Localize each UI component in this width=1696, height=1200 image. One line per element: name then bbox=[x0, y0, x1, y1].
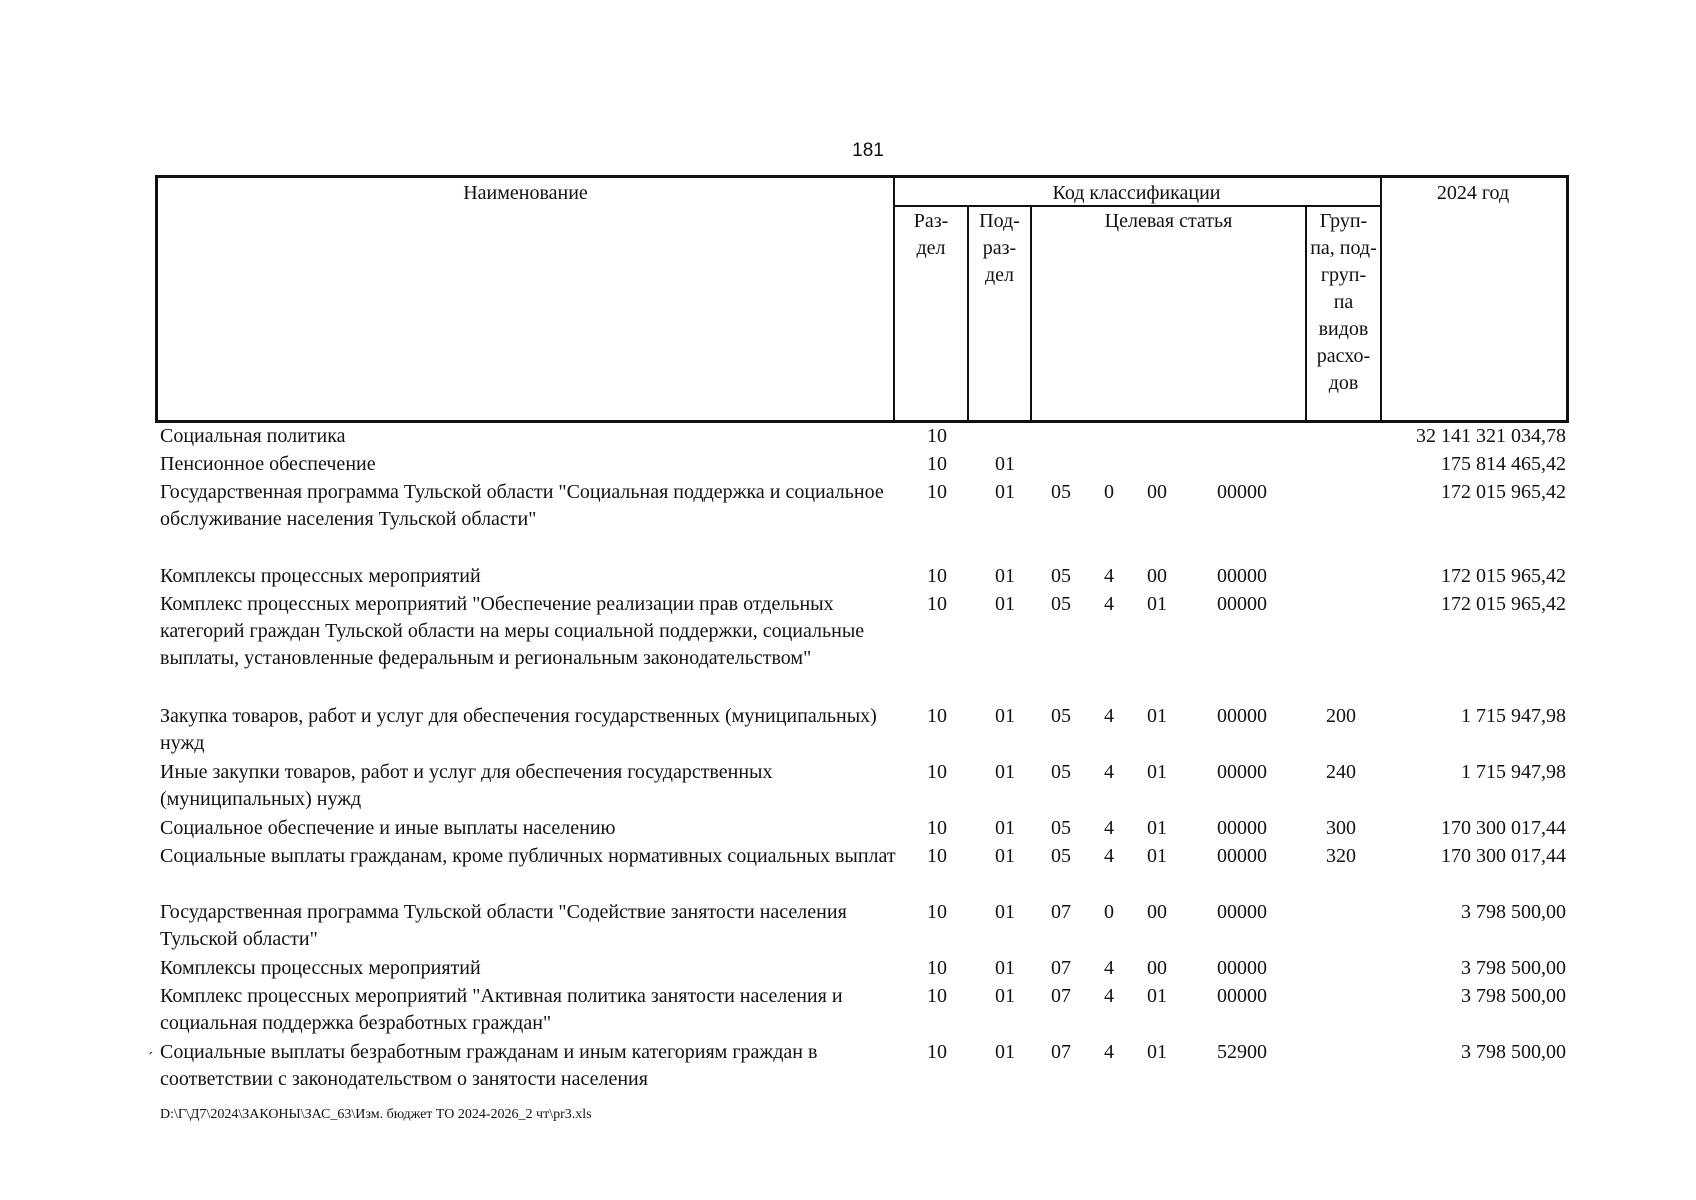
row-amount: 32 141 321 034,78 bbox=[1416, 425, 1566, 447]
row-podrazdel: 01 bbox=[995, 453, 1015, 475]
row-amount: 1 715 947,98 bbox=[1461, 705, 1566, 727]
row-subprogram: 00 bbox=[1147, 481, 1167, 503]
row-expense-group: 320 bbox=[1326, 845, 1356, 867]
header-vr-line: Груп- bbox=[1319, 210, 1368, 232]
row-type: 4 bbox=[1104, 761, 1114, 783]
margin-mark: ˊ bbox=[148, 1050, 154, 1067]
row-name: Социальные выплаты гражданам, кроме публичных нормативных социальных выплат bbox=[160, 845, 896, 867]
row-type: 4 bbox=[1104, 845, 1114, 867]
row-podrazdel: 01 bbox=[995, 565, 1015, 587]
row-name: Закупка товаров, работ и услуг для обеспечения государственных (муниципальных) нужд bbox=[160, 705, 877, 754]
row-subprogram: 00 bbox=[1147, 565, 1167, 587]
row-podrazdel: 01 bbox=[995, 957, 1015, 979]
row-razdel: 10 bbox=[927, 481, 947, 503]
row-name: Социальное обеспечение и иные выплаты населению bbox=[160, 817, 616, 839]
header-podrazdel-line: раз- bbox=[982, 237, 1017, 259]
row-amount: 3 798 500,00 bbox=[1461, 901, 1566, 923]
row-program: 05 bbox=[1051, 845, 1071, 867]
row-program: 05 bbox=[1051, 761, 1071, 783]
row-type: 4 bbox=[1104, 593, 1114, 615]
header-razdel bbox=[895, 208, 967, 262]
footer-file-path: D:\Г\Д7\2024\ЗАКОНЫ\ЗАС_63\Изм. бюджет ТО 2024-2026_2 чт\pr3.xls bbox=[160, 1107, 592, 1122]
row-name: Комплекс процессных мероприятий "Активная политика занятости населения и социальная поддержка безработных граждан" bbox=[160, 985, 843, 1034]
row-amount: 172 015 965,42 bbox=[1441, 593, 1566, 615]
header-name: Наименование bbox=[463, 182, 588, 204]
row-podrazdel: 01 bbox=[995, 845, 1015, 867]
row-type: 4 bbox=[1104, 985, 1114, 1007]
row-subprogram: 01 bbox=[1147, 761, 1167, 783]
row-razdel: 10 bbox=[927, 985, 947, 1007]
row-razdel: 10 bbox=[927, 1041, 947, 1063]
header-podrazdel-line: дел bbox=[984, 264, 1015, 286]
row-amount: 3 798 500,00 bbox=[1461, 957, 1566, 979]
row-razdel: 10 bbox=[927, 761, 947, 783]
row-amount: 170 300 017,44 bbox=[1441, 817, 1566, 839]
row-name: Комплексы процессных мероприятий bbox=[160, 957, 481, 979]
header-vr-line: видов bbox=[1318, 318, 1369, 340]
row-direction: 00000 bbox=[1217, 817, 1267, 839]
row-subprogram: 01 bbox=[1147, 845, 1167, 867]
row-amount: 170 300 017,44 bbox=[1441, 845, 1566, 867]
row-program: 05 bbox=[1051, 481, 1071, 503]
row-name: Государственная программа Тульской области "Содействие занятости населения Тульской области" bbox=[160, 901, 847, 950]
row-amount: 1 715 947,98 bbox=[1461, 761, 1566, 783]
row-direction: 00000 bbox=[1217, 705, 1267, 727]
header-vr-line: расхо- bbox=[1316, 345, 1371, 367]
row-subprogram: 01 bbox=[1147, 705, 1167, 727]
row-type: 4 bbox=[1104, 565, 1114, 587]
row-expense-group: 300 bbox=[1326, 817, 1356, 839]
row-program: 05 bbox=[1051, 817, 1071, 839]
row-razdel: 10 bbox=[927, 705, 947, 727]
row-direction: 00000 bbox=[1217, 565, 1267, 587]
row-direction: 52900 bbox=[1217, 1041, 1267, 1063]
row-podrazdel: 01 bbox=[995, 1041, 1015, 1063]
page-number: 181 bbox=[852, 140, 884, 161]
row-program: 05 bbox=[1051, 705, 1071, 727]
row-razdel: 10 bbox=[927, 565, 947, 587]
header-podrazdel bbox=[969, 208, 1030, 289]
row-amount: 3 798 500,00 bbox=[1461, 1041, 1566, 1063]
row-program: 05 bbox=[1051, 565, 1071, 587]
row-program: 07 bbox=[1051, 957, 1071, 979]
row-name: Комплекс процессных мероприятий "Обеспечение реализации прав отдельных категорий граждан Тульской области на меры социальной поддержки, социальные выплаты, установленные федеральным и региональным законодательством" bbox=[160, 593, 865, 669]
row-direction: 00000 bbox=[1217, 957, 1267, 979]
row-podrazdel: 01 bbox=[995, 593, 1015, 615]
row-name: Государственная программа Тульской области "Социальная поддержка и социальное обслуживание населения Тульской области" bbox=[160, 481, 884, 530]
row-razdel: 10 bbox=[927, 901, 947, 923]
row-podrazdel: 01 bbox=[995, 705, 1015, 727]
row-subprogram: 01 bbox=[1147, 817, 1167, 839]
row-name: Пенсионное обеспечение bbox=[160, 453, 376, 475]
row-program: 07 bbox=[1051, 1041, 1071, 1063]
header-vr-line: дов bbox=[1328, 372, 1359, 394]
header-vr-line: груп- bbox=[1320, 264, 1367, 286]
row-podrazdel: 01 bbox=[995, 761, 1015, 783]
row-direction: 00000 bbox=[1217, 845, 1267, 867]
row-amount: 172 015 965,42 bbox=[1441, 565, 1566, 587]
row-name: Социальная политика bbox=[160, 425, 346, 447]
table-header bbox=[155, 175, 1569, 423]
header-vr-line: па, под- bbox=[1310, 237, 1377, 259]
row-name: Социальные выплаты безработным гражданам и иным категориям граждан в соответствии с законодательством о занятости населения bbox=[160, 1041, 818, 1090]
row-razdel: 10 bbox=[927, 957, 947, 979]
row-direction: 00000 bbox=[1217, 761, 1267, 783]
row-podrazdel: 01 bbox=[995, 817, 1015, 839]
header-year: 2024 год bbox=[1436, 182, 1510, 204]
header-divider bbox=[1380, 178, 1382, 420]
row-type: 0 bbox=[1104, 901, 1114, 923]
header-divider bbox=[1030, 205, 1032, 420]
header-target: Целевая статья bbox=[1104, 210, 1233, 232]
row-amount: 3 798 500,00 bbox=[1461, 985, 1566, 1007]
row-direction: 00000 bbox=[1217, 481, 1267, 503]
row-expense-group: 240 bbox=[1326, 761, 1356, 783]
row-razdel: 10 bbox=[927, 425, 947, 447]
row-type: 4 bbox=[1104, 705, 1114, 727]
row-razdel: 10 bbox=[927, 593, 947, 615]
row-program: 07 bbox=[1051, 985, 1071, 1007]
header-code-group: Код классификации bbox=[1052, 182, 1221, 204]
row-razdel: 10 bbox=[927, 845, 947, 867]
row-podrazdel: 01 bbox=[995, 901, 1015, 923]
row-direction: 00000 bbox=[1217, 985, 1267, 1007]
row-subprogram: 00 bbox=[1147, 901, 1167, 923]
row-amount: 175 814 465,42 bbox=[1441, 453, 1566, 475]
header-vr bbox=[1307, 208, 1380, 397]
row-podrazdel: 01 bbox=[995, 985, 1015, 1007]
row-subprogram: 00 bbox=[1147, 957, 1167, 979]
row-direction: 00000 bbox=[1217, 901, 1267, 923]
row-name: Иные закупки товаров, работ и услуг для обеспечения государственных (муниципальных) нужд bbox=[160, 761, 773, 810]
row-razdel: 10 bbox=[927, 453, 947, 475]
row-subprogram: 01 bbox=[1147, 1041, 1167, 1063]
row-program: 05 bbox=[1051, 593, 1071, 615]
row-name: Комплексы процессных мероприятий bbox=[160, 565, 481, 587]
row-type: 4 bbox=[1104, 817, 1114, 839]
header-vr-line: па bbox=[1333, 291, 1354, 313]
row-amount: 172 015 965,42 bbox=[1441, 481, 1566, 503]
row-subprogram: 01 bbox=[1147, 593, 1167, 615]
row-program: 07 bbox=[1051, 901, 1071, 923]
row-expense-group: 200 bbox=[1326, 705, 1356, 727]
row-type: 0 bbox=[1104, 481, 1114, 503]
header-razdel-line: дел bbox=[916, 237, 946, 259]
row-podrazdel: 01 bbox=[995, 481, 1015, 503]
row-type: 4 bbox=[1104, 1041, 1114, 1063]
header-razdel-line: Раз- bbox=[913, 210, 949, 232]
row-subprogram: 01 bbox=[1147, 985, 1167, 1007]
row-direction: 00000 bbox=[1217, 593, 1267, 615]
header-podrazdel-line: Под- bbox=[979, 210, 1020, 232]
row-razdel: 10 bbox=[927, 817, 947, 839]
row-type: 4 bbox=[1104, 957, 1114, 979]
